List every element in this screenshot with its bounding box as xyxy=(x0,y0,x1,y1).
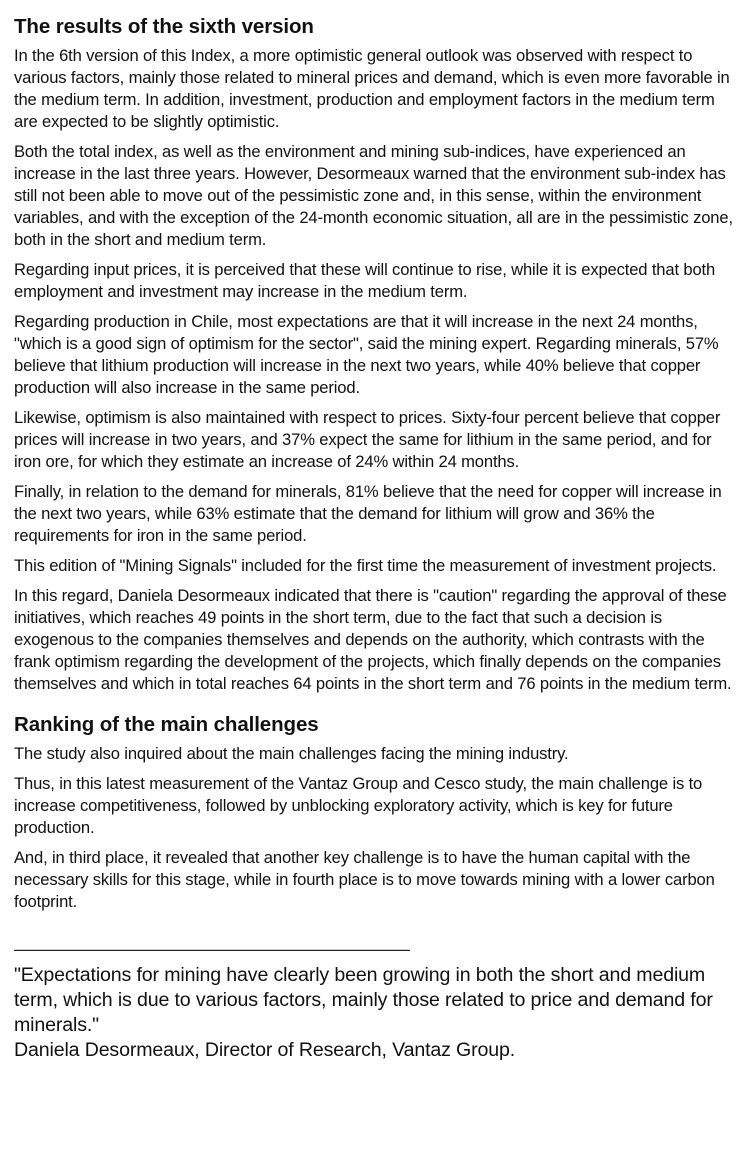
separator-line: —————————————————————— xyxy=(14,939,410,959)
paragraph: Thus, in this latest measurement of the Vantaz Group and Cesco study, the main challenge is to increase competitiveness, followed by unblocking exploratory activity, which is key for future production. xyxy=(14,774,703,837)
pull-quote xyxy=(14,963,736,1063)
quote-text: "Expectations for mining have clearly been growing in both the short and medium term, which is due to various factors, mainly those related to price and demand for minerals." xyxy=(14,964,713,1036)
paragraph: And, in third place, it revealed that another key challenge is to have the human capital with the necessary skills for this stage, while in fourth place is to move towards mining with a lower carbon footprint. xyxy=(14,848,715,911)
paragraph: Finally, in relation to the demand for minerals, 81% believe that the need for copper will increase in the next two years, while 63% estimate that the demand for lithium will grow and 36% the requirements for iron in the same period. xyxy=(14,482,722,545)
paragraph: Regarding input prices, it is perceived that these will continue to rise, while it is expected that both employment and investment may increase in the medium term. xyxy=(14,260,716,301)
paragraph: Likewise, optimism is also maintained with respect to prices. Sixty-four percent believe that copper prices will increase in two years, and 37% expect the same for lithium in the same period, and for iron ore, for which they estimate an increase of 24% within 24 months. xyxy=(14,408,721,471)
section-results-sixth-version xyxy=(14,14,736,695)
paragraph: Both the total index, as well as the environment and mining sub-indices, have experienced an increase in the last three years. However, Desormeaux warned that the environment sub-index has still not been able to move out of the pessimistic zone and, in this sense, within the environment variables, and with the exception of the 24-month economic situation, all are in the pessimistic zone, both in the short and medium term. xyxy=(14,142,733,249)
paragraph: The study also inquired about the main challenges facing the mining industry. xyxy=(14,744,569,763)
quote-attribution: Daniela Desormeaux, Director of Research, Vantaz Group. xyxy=(14,1039,516,1061)
paragraph: This edition of "Mining Signals" included for the first time the measurement of investment projects. xyxy=(14,556,717,575)
paragraph: Regarding production in Chile, most expectations are that it will increase in the next 24 months, "which is a good sign of optimism for the sector", said the mining expert. Regarding minerals, 57% believe that lithium production will increase in the next two years, while 40% believe that copper production will also increase in the same period. xyxy=(14,312,719,397)
section-heading: The results of the sixth version xyxy=(14,15,314,38)
paragraph: In this regard, Daniela Desormeaux indicated that there is "caution" regarding the approval of these initiatives, which reaches 49 points in the short term, due to the fact that such a decision is exogenous to the companies themselves and depends on the authority, which contrasts with the frank optimism regarding the development of the projects, which finally depends on the companies themselves and which in total reaches 64 points in the short term and 76 points in the medium term. xyxy=(14,586,732,693)
paragraph: In the 6th version of this Index, a more optimistic general outlook was observed with respect to various factors, mainly those related to mineral prices and demand, which is even more favorable in the medium term. In addition, investment, production and employment factors in the medium term are expected to be slightly optimistic. xyxy=(14,46,730,131)
section-ranking-main-challenges xyxy=(14,712,736,913)
section-heading: Ranking of the main challenges xyxy=(14,713,319,736)
